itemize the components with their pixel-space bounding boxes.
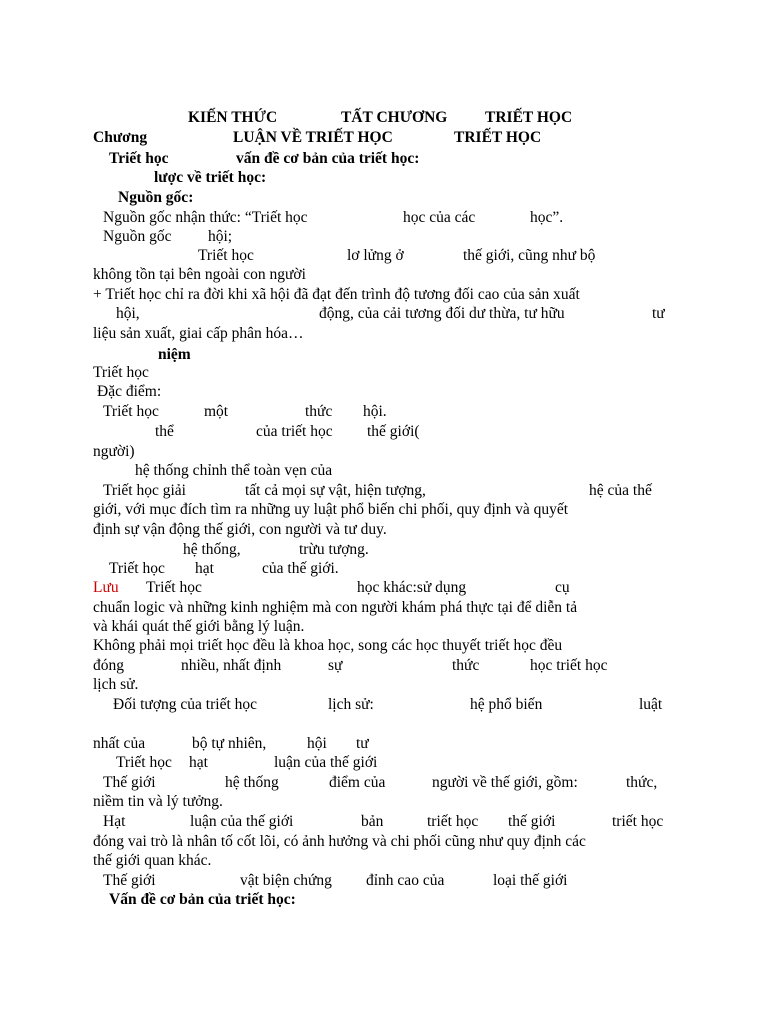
text-line: hệ thống, trừu tượng. [183, 541, 369, 558]
subsection-heading: lược về triết học: [154, 169, 267, 186]
text-line: Triết học hạt của thế giới. [109, 560, 339, 577]
text-line: thể của triết học thế giới( [155, 423, 420, 440]
text-line: Thế giới vật biện chứng đỉnh cao của loại thế giới [103, 872, 568, 889]
text-line: giới, với mục đích tìm ra những uy luật phổ biến chi phối, quy định và quyết [93, 501, 569, 518]
text-line: lịch sử. [93, 676, 139, 693]
note-line: Lưu Triết học học khác:sử dụng cụ [93, 579, 570, 596]
chapter-heading: Chương LUẬN VỀ TRIẾT HỌC TRIẾT HỌC [93, 129, 542, 146]
text-line: và khái quát thế giới bằng lý luận. [93, 618, 305, 635]
text-line: nhất của bộ tự nhiên, hội tư [93, 735, 369, 752]
text-line: niềm tin và lý tưởng. [93, 793, 223, 810]
text-line: Triết học một thức hội. [103, 403, 387, 420]
text-line: Nguồn gốc hội; [103, 228, 233, 245]
text-line: Đặc điểm: [97, 383, 162, 400]
text-line: không tồn tại bên ngoài con người [93, 266, 306, 283]
section-heading: Triết học vấn đề cơ bản của triết học: [109, 150, 420, 167]
subsection-heading: Nguồn gốc: [118, 189, 194, 206]
text-line: người) [93, 443, 135, 460]
text-line: Triết học [93, 364, 149, 381]
text-line: đóng vai trò là nhân tố cốt lõi, có ảnh hưởng và chi phối cũng như quy định các [93, 833, 586, 850]
text-line: Thế giới hệ thống điểm của người về thế giới, gồm: thức, [103, 774, 658, 791]
text-line: Nguồn gốc nhận thức: “Triết học học của các học”. [103, 209, 564, 226]
text-line: Triết học lơ lửng ở thế giới, cũng như bộ [198, 247, 596, 264]
text-line: Đối tượng của triết học lịch sử: hệ phổ biến luật [113, 696, 663, 713]
text-line: hệ thống chỉnh thể toàn vẹn của [135, 462, 333, 479]
text-line: Không phải mọi triết học đều là khoa học, song các học thuyết triết học đều [93, 637, 563, 654]
text-line: Triết học giải tất cả mọi sự vật, hiện tượng, hệ của thế [103, 482, 652, 499]
subsection-heading: niệm [158, 346, 191, 363]
section-heading: Vấn đề cơ bản của triết học: [109, 891, 296, 908]
text-line: hội, động, của cải tương đối dư thừa, tư hữu tư [116, 305, 665, 322]
text-line: Hạt luận của thế giới bản triết học thế giới triết học [103, 813, 664, 830]
text-line: định sự vận động thế giới, con người và tư duy. [93, 521, 387, 538]
text-line: chuẩn logic và những kinh nghiệm mà con người khám phá thực tại để diễn tả [93, 599, 578, 616]
text-line: + Triết học chỉ ra đời khi xã hội đã đạt đến trình độ tương đối cao của sản xuất [93, 286, 580, 303]
text-line: Triết học hạt luận của thế giới [116, 754, 378, 771]
note-label: Lưu [93, 579, 119, 596]
text-line: liệu sản xuất, giai cấp phân hóa… [93, 325, 304, 342]
doc-title: KIẾN THỨC TẤT CHƯƠNG TRIẾT HỌC [188, 109, 573, 126]
text-line: đóng nhiều, nhất định sự thức học triết học [93, 657, 608, 674]
text-line: thế giới quan khác. [93, 852, 212, 869]
